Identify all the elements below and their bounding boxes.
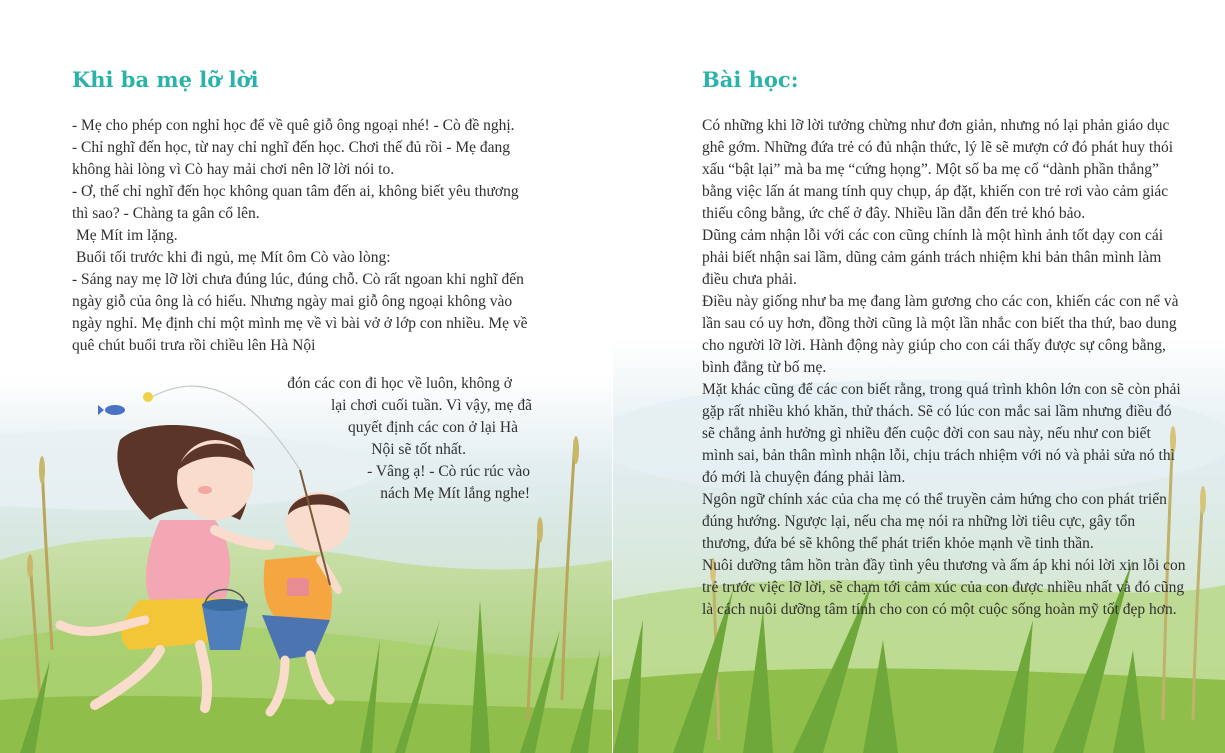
lesson-paragraph: Có những khi lỡ lời tưởng chừng như đơn giản, nhưng nó lại phản giáo dục ghê gớm. Những đứa trẻ có đủ nhận thức, lý lẽ sẽ mượn cớ đó phát huy thói xấu “bật lại” mà ba mẹ “cứng họng”. Một số ba mẹ cố “dành phần thắng” bằng việc lấn át mang tính quy chụp, áp đặt, khiến con trẻ rơi vào cảm giác thiếu công bằng, ức chế ở đây. Nhiều lần dẫn đến trẻ khó bảo.: [702, 117, 1174, 222]
story-paragraph: - Chỉ nghĩ đến học, từ nay chỉ nghĩ đến học. Chơi thế đủ rồi - Mẹ đang không hài lòng vì Cò hay mải chơi nên lỡ lời nói to.: [72, 139, 511, 178]
lesson-paragraph: Nuôi dưỡng tâm hồn tràn đầy tình yêu thương và ấm áp khi nói lời xin lỗi con trẻ trước việc lỡ lời, sẽ chạm tới cảm xúc của con được nhiều nhất và đó cũng là cách nuôi dưỡng tâm tính cho con có một cuộc sống hoàn mỹ tốt đẹp hơn.: [702, 557, 1186, 618]
lesson-paragraph: Điều này giống như ba mẹ đang làm gương cho các con, khiến các con nể và lần sau có uy hơn, đồng thời cũng là một lần nhắc con biết tha thứ, bao dung cho người lỡ lời. Hành động này giúp cho con cái thấy được sự công bằng, bình đẳng từ bố mẹ.: [702, 293, 1179, 376]
story-paragraph: - Sáng nay mẹ lỡ lời chưa đúng lúc, đúng chỗ. Cò rất ngoan khi nghĩ đến ngày giỗ của ông là có hiếu. Nhưng ngày mai giỗ ông ngoại không vào ngày nghỉ. Mẹ định chỉ một mình mẹ về vì bài vở ở lớp con nhiều. Mẹ về quê chút buổi trưa rồi chiều lên Hà Nội: [72, 271, 528, 354]
flow-line: quyết định các con ở lại Hà: [347, 419, 518, 436]
left-page-title: Khi ba mẹ lỡ lời: [72, 67, 259, 92]
story-paragraph: - Ơ, thế chỉ nghĩ đến học không quan tâm đến ai, không biết yêu thương thì sao? - Chàng ta gân cổ lên.: [72, 183, 519, 222]
boy-figure: [262, 470, 350, 712]
story-paragraph: Mẹ Mít im lặng.: [76, 227, 178, 244]
lesson-paragraph: Dũng cảm nhận lỗi với các con cũng chính là một hình ảnh tốt dạy con cái phải biết nhận sai lầm, dũng cảm gánh trách nhiệm khi bản thân mình làm điều chưa phải.: [702, 227, 1164, 288]
left-story-text: [72, 115, 534, 357]
lesson-paragraph: Ngôn ngữ chính xác của cha mẹ có thể truyền cảm hứng cho con phát triển đúng hướng. Ngược lại, nếu cha mẹ nói ra những lời tiêu cực, gây tổn thương, đứa bé sẽ không thể phát triển khỏe mạnh về tinh thần.: [702, 491, 1167, 552]
left-page: [0, 0, 612, 753]
flow-line: nách Mẹ Mít lắng nghe!: [380, 485, 530, 502]
flow-line: lại chơi cuối tuần. Vì vậy, mẹ đã: [330, 397, 532, 414]
right-page: [613, 0, 1225, 753]
lesson-text: [702, 115, 1186, 621]
right-page-title: Bài học:: [702, 67, 799, 92]
flow-line: - Vâng ạ! - Cò rúc rúc vào: [367, 463, 530, 480]
story-paragraph: - Mẹ cho phép con nghỉ học để về quê giỗ ông ngoại nhé! - Cò đề nghị.: [72, 117, 515, 134]
flow-line: Nội sẽ tốt nhất.: [371, 441, 466, 458]
lesson-paragraph: Mặt khác cũng để các con biết rằng, trong quá trình khôn lớn con sẽ còn phải gặp rất nhiều khó khăn, thử thách. Sẽ có lúc con mắc sai lầm nhưng điều đó sẽ chẳng ảnh hưởng gì nhiều đến cuộc đời con sau này, nếu như con biết mình sai, bản thân mình nhận lỗi, chịu trách nhiệm với nó và phải sửa nó thì đó mới là chuyện đáng phải làm.: [702, 381, 1181, 486]
left-story-flow-text: [0, 373, 532, 505]
flow-line: đón các con đi học về luôn, không ở: [287, 375, 512, 392]
story-paragraph: Buổi tối trước khi đi ngủ, mẹ Mít ôm Cò vào lòng:: [76, 249, 391, 266]
